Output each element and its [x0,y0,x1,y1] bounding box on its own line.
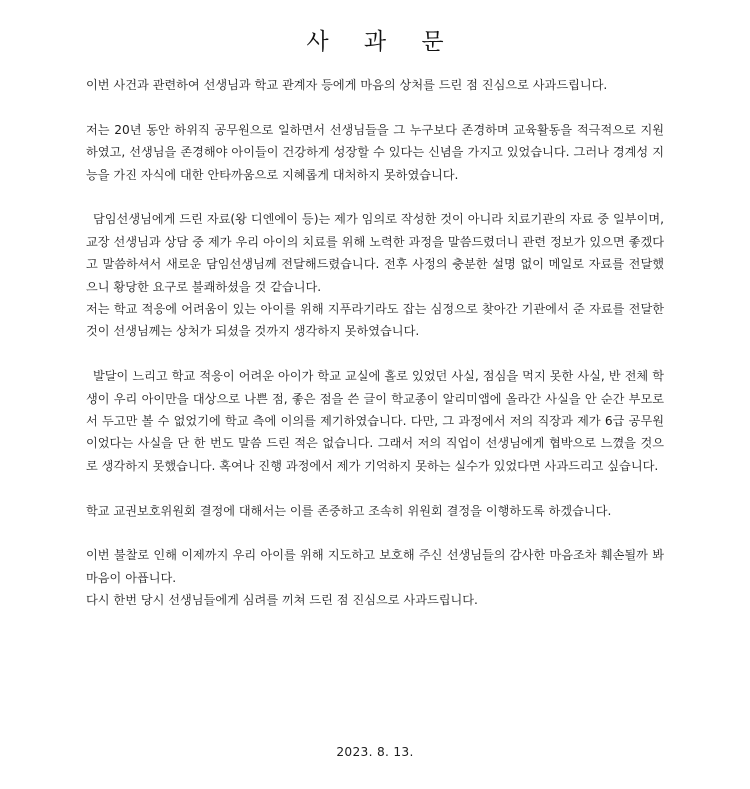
letter-body [86,74,664,612]
paragraph: 담임선생님에게 드린 자료(왕 디엔에이 등)는 제가 임의로 작성한 것이 아니라 치료기관의 자료 중 일부이며, 교장 선생님과 상담 중 제가 우리 아이의 치료를 위해 노력한 과정을 말씀드렸더니 관련 정보가 있으면 좋겠다고 말씀하셔서 새로운 담임선생님께 전달해드렸습니다. 전후 사정의 충분한 설명 없이 메일로 자료를 전달했으니 황당한 요구로 불쾌하셨을 것 같습니다. [86,212,664,294]
paragraph-gap [86,186,664,208]
paragraph: 이번 불찰로 인해 이제까지 우리 아이를 위해 지도하고 보호해 주신 선생님들의 감사한 마음조차 훼손될까 봐 마음이 아픕니다. [86,548,664,585]
paragraph-gap [86,343,664,365]
paragraph: 학교 교권보호위원회 결정에 대해서는 이를 존중하고 조속히 위원회 결정을 이행하도록 하겠습니다. [86,503,612,518]
document-title: 사 과 문 [306,29,458,55]
paragraph: 이번 사건과 관련하여 선생님과 학교 관계자 등에게 마음의 상처를 드린 점 진심으로 사과드립니다. [86,78,608,92]
document-date: 2023. 8. 13. [336,745,414,759]
paragraph-gap [86,96,664,118]
paragraph: 저는 학교 적응에 어려움이 있는 아이를 위해 지푸라기라도 잡는 심정으로 찾아간 기관에서 준 자료를 전달한 것이 선생님께는 상처가 되셨을 것까지 생각하지 못하였습니다. [86,302,664,339]
paragraph: 다시 한번 당시 선생님들에게 심려를 끼쳐 드린 점 진심으로 사과드립니다. [86,593,478,608]
paragraph: 발달이 느리고 학교 적응이 어려운 아이가 학교 교실에 홀로 있었던 사실, 점심을 먹지 못한 사실, 반 전체 학생이 우리 아이만을 대상으로 나쁜 점, 좋은 점을 쓴 글이 학교종이 알리미앱에 올라간 사실을 안 순간 부모로서 두고만 볼 수 없었기에 학교 측에 이의를 제기하였습니다. 다만, 그 과정에서 저의 직장과 제가 6급 공무원이었다는 사실을 단 한 번도 말씀 드린 적은 없습니다. 그래서 저의 직업이 선생님에게 협박으로 느꼈을 것으로 생각하지 못했습니다. 혹여나 진행 과정에서 제가 기억하지 못하는 실수가 있었다면 사과드리고 싶습니다. [86,369,664,473]
paragraph: 저는 20년 동안 하위직 공무원으로 일하면서 선생님들을 그 누구보다 존경하며 교육활동을 적극적으로 지원하였고, 선생님을 존경해야 아이들이 건강하게 성장할 수 있다는 신념을 가지고 있었습니다. 그러나 경계성 지능을 가진 자식에 대한 안타까움으로 지혜롭게 대처하지 못하였습니다. [86,122,664,182]
paragraph-gap [86,522,664,544]
paragraph-gap [86,477,664,499]
